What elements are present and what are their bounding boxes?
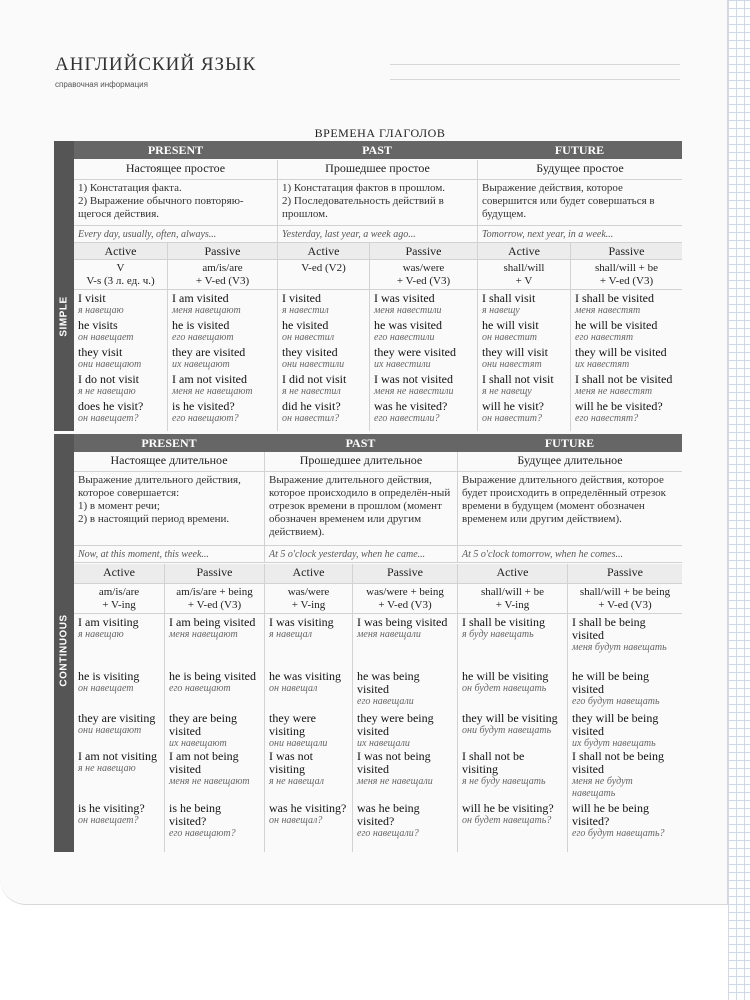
voice-label: Active [277, 243, 369, 259]
example: is he being visited? его навещают? [169, 801, 236, 839]
example: he will be being visited его будут навещать [572, 669, 660, 707]
example: they will be being visited их будут навещать [572, 711, 659, 749]
example: is he visiting? он навещает? [78, 801, 145, 826]
example: they visited они навестили [282, 345, 345, 370]
example: he will be visited его навестят [575, 318, 658, 343]
example: he was visited его навестили [374, 318, 442, 343]
example: I am visited меня навещают [172, 291, 241, 316]
formula: V V-s (3 л. ед. ч.) [86, 262, 155, 287]
description-row [74, 180, 682, 226]
example: I am not being visited меня не навещают [169, 749, 250, 787]
examples-column [457, 614, 567, 852]
example: I shall be visited меня навестят [575, 291, 654, 316]
page-subtitle: справочная информация [55, 80, 148, 89]
formula: shall/will + be + V-ed (V3) [570, 260, 682, 289]
band-future: FUTURE [554, 143, 605, 157]
formula: am/is/are + V-ing [98, 586, 140, 611]
tense-band-continuous [74, 434, 682, 452]
examples-column [477, 290, 570, 431]
voice-label: Passive [164, 564, 264, 583]
example: they were being visited их навещали [357, 711, 434, 749]
formula: am/is/are + being + V-ed (V3) [164, 584, 264, 613]
example: I shall not be being visited меня не будут навещать [572, 749, 664, 799]
example: I shall not visit я не навещу [482, 372, 554, 397]
examples-column [74, 290, 167, 431]
example: they are visiting они навещают [78, 711, 156, 736]
time-markers: At 5 o'clock tomorrow, when he comes... [457, 546, 682, 562]
tense-description: Выражение длительного действия, которое происходило в определён-ный отрезок времени в прошлом (момент обозначен временем или другим действием). [264, 472, 457, 545]
example: I shall be being visited меня будут навещать [572, 615, 667, 653]
formula: shall/will + be being + V-ed (V3) [567, 584, 682, 613]
example: they will be visited их навестят [575, 345, 667, 370]
examples-row-simple [74, 290, 682, 431]
example: I am not visited меня не навещают [172, 372, 253, 397]
example: I am being visited меня навещают [169, 615, 256, 640]
example: will he be visited? его навестят? [575, 399, 663, 424]
example: he will be visiting он будет навещать [462, 669, 549, 694]
example: I shall be visiting я буду навещать [462, 615, 545, 640]
band-present: PRESENT [141, 436, 197, 450]
table-title: ВРЕМЕНА ГЛАГОЛОВ [314, 126, 446, 140]
example: I visit я навещаю [78, 291, 124, 316]
example: he will visit он навестит [482, 318, 539, 343]
formula: am/is/are + V-ed (V3) [167, 260, 277, 289]
example: will he be being visited? его будут навещать? [572, 801, 665, 839]
tense-description: Выражение действия, которое совершится или будет совершаться в будущем. [477, 180, 682, 225]
header-rule [390, 79, 680, 80]
tense-name-row [74, 160, 682, 180]
voice-row [74, 243, 682, 260]
example: I was not being visited меня не навещали [357, 749, 433, 787]
voice-label: Passive [167, 243, 277, 259]
tense-name: Будущее длительное [457, 452, 682, 471]
voice-label: Active [477, 243, 570, 259]
section-label-simple: SIMPLE [58, 295, 70, 337]
example: they are visited их навещают [172, 345, 246, 370]
examples-column [570, 290, 682, 431]
description-row [74, 472, 682, 546]
time-markers: Every day, usually, often, always... [78, 229, 217, 240]
voice-label: Active [103, 565, 135, 579]
formula: was/were + V-ed (V3) [369, 260, 477, 289]
section-label-continuous: CONTINUOUS [58, 613, 70, 687]
time-markers: Yesterday, last year, a week ago... [277, 226, 477, 242]
voice-row [74, 564, 682, 584]
voice-label: Passive [352, 564, 457, 583]
voice-label: Passive [570, 243, 682, 259]
example: was he being visited? его навещали? [357, 801, 420, 839]
examples-row-continuous [74, 614, 682, 852]
formula-row [74, 260, 682, 290]
example: he is visited его навещают [172, 318, 234, 343]
header-rule [390, 64, 680, 65]
example: they are being visited их навещают [169, 711, 237, 749]
formula: V-ed (V2) [277, 260, 369, 289]
example: I do not visit я не навещаю [78, 372, 140, 397]
time-marker-row [74, 546, 682, 563]
tense-name: Прошедшее длительное [264, 452, 457, 471]
formula: shall/will + be + V-ing [457, 584, 567, 613]
examples-column [567, 614, 682, 852]
voice-label: Passive [567, 564, 682, 583]
tense-description: Выражение длительного действия, которое будет происходить в определённый отрезок времени в будущем (момент обозначен временем или другим действием). [457, 472, 682, 545]
example: I was not visiting я не навещал [269, 749, 324, 787]
voice-label: Active [104, 244, 137, 258]
voice-label: Active [264, 564, 352, 583]
examples-column [167, 290, 277, 431]
example: I am visiting я навещаю [78, 615, 139, 640]
tense-name-row [74, 452, 682, 472]
tense-band-simple [74, 141, 682, 159]
band-past: PAST [345, 436, 376, 450]
tense-name: Настоящее длительное [110, 453, 228, 467]
example: is he visited? его навещают? [172, 399, 239, 424]
example: I did not visit я не навестил [282, 372, 347, 397]
example: will he visit? он навестит? [482, 399, 544, 424]
time-markers: Now, at this moment, this week... [78, 549, 209, 560]
tense-description: Выражение длительного действия, которое совершается: 1) в момент речи; 2) в настоящий период времени. [78, 474, 241, 525]
formula: was/were + being + V-ed (V3) [352, 584, 457, 613]
example: they were visiting они навещали [269, 711, 328, 749]
time-marker-row [74, 226, 682, 243]
examples-column [74, 614, 164, 852]
time-markers: Tomorrow, next year, in a week... [477, 226, 682, 242]
example: I visited я навестил [282, 291, 329, 316]
time-markers: At 5 o'clock yesterday, when he came... [264, 546, 457, 562]
example: I was being visited меня навещали [357, 615, 448, 640]
examples-column [369, 290, 477, 431]
page-title: АНГЛИЙСКИЙ ЯЗЫК [55, 54, 257, 75]
example: he is being visited его навещают [169, 669, 256, 694]
tense-name: Будущее простое [477, 160, 682, 179]
tense-name: Настоящее простое [125, 161, 226, 175]
example: did he visit? он навестил? [282, 399, 341, 424]
example: he visited он навестил [282, 318, 335, 343]
formula: shall/will + V [477, 260, 570, 289]
example: I shall visit я навещу [482, 291, 536, 316]
example: I was visiting я навещал [269, 615, 334, 640]
graph-paper-edge [728, 0, 750, 1000]
formula-row [74, 584, 682, 614]
example: they will visit они навестят [482, 345, 548, 370]
example: I shall not be visiting я не буду навещать [462, 749, 546, 787]
example: he was visiting он навещал [269, 669, 341, 694]
example: they were visited их навестили [374, 345, 456, 370]
example: they visit они навещают [78, 345, 142, 370]
example: does he visit? он навещает? [78, 399, 144, 424]
example: I shall not be visited меня не навестят [575, 372, 673, 397]
example: I was not visited меня не навестили [374, 372, 454, 397]
example: was he visiting? он навещал? [269, 801, 347, 826]
examples-column [164, 614, 264, 852]
band-future: FUTURE [544, 436, 595, 450]
example: I was visited меня навестили [374, 291, 442, 316]
tense-name: Прошедшее простое [277, 160, 477, 179]
voice-label: Active [457, 564, 567, 583]
tense-description: 1) Констатация факта. 2) Выражение обычного повторяю-щегося действия. [78, 182, 244, 220]
example: they will be visiting они будут навещать [462, 711, 558, 736]
example: he visits он навещает [78, 318, 134, 343]
formula: was/were + V-ing [264, 584, 352, 613]
example: was he visited? его навестили? [374, 399, 448, 424]
tense-description: 1) Констатация фактов в прошлом. 2) Последовательность действий в прошлом. [277, 180, 477, 225]
band-past: PAST [362, 143, 392, 157]
band-present: PRESENT [147, 143, 204, 157]
examples-column [264, 614, 352, 852]
examples-column [352, 614, 457, 852]
example: I am not visiting я не навещаю [78, 749, 157, 774]
voice-label: Passive [369, 243, 477, 259]
example: will he be visiting? он будет навещать? [462, 801, 554, 826]
example: he is visiting он навещает [78, 669, 140, 694]
examples-column [277, 290, 369, 431]
example: he was being visited его навещали [357, 669, 420, 707]
